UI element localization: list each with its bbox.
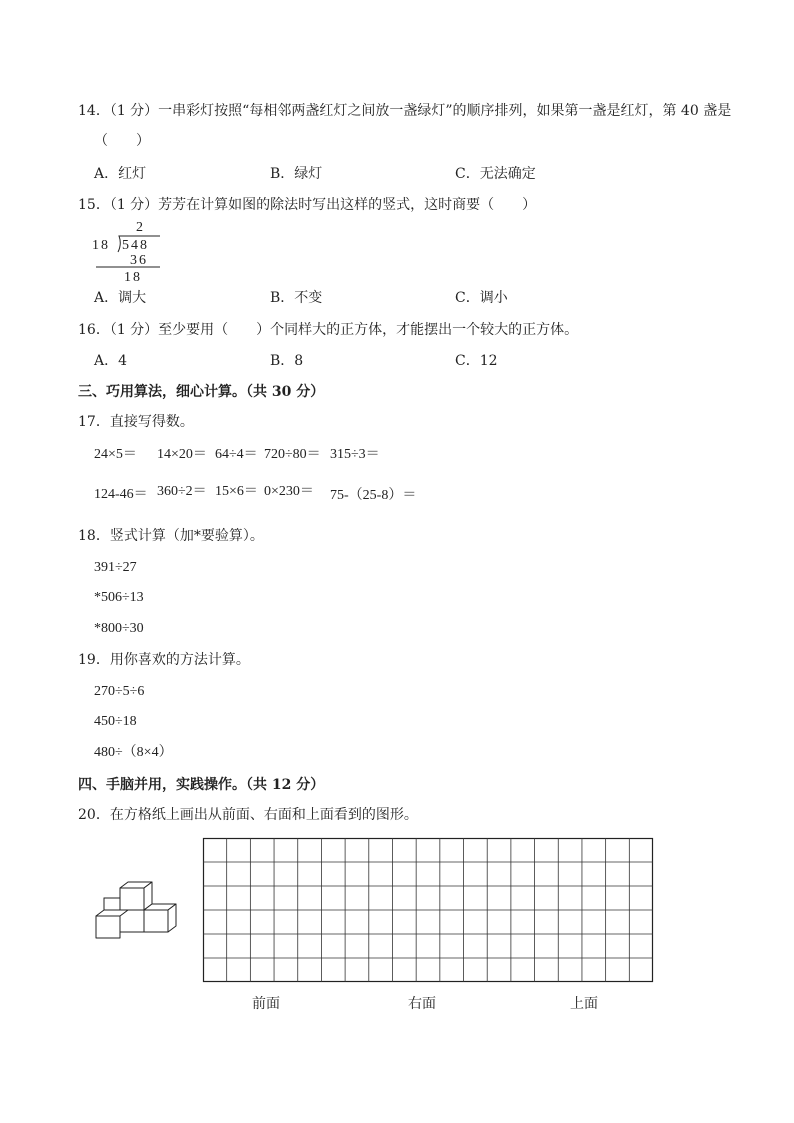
long-division-figure (88, 216, 178, 286)
q15-option-a: A．调大 (94, 290, 147, 306)
division-dividend: 548 (122, 238, 149, 253)
q14-stem-line1: 14．（1 分）一串彩灯按照“每相邻两盏红灯之间放一盏绿灯”的顺序排列，如果第一盏是红灯，第 40 盏是 (78, 103, 732, 119)
division-quotient: 2 (136, 220, 145, 235)
q19-item-1: 270÷5÷6 (94, 684, 145, 699)
q19-item-2: 450÷18 (94, 714, 137, 729)
q18-stem: 18．竖式计算（加*要验算）。 (78, 528, 264, 544)
q20-stem: 20．在方格纸上画出从前面、右面和上面看到的图形。 (78, 807, 418, 823)
q14-option-a: A．红灯 (94, 166, 147, 182)
q19-item-3: 480÷（8×4） (94, 745, 173, 760)
q16-option-a: A．4 (94, 353, 128, 369)
q17-r2-c1: 124-46＝ (94, 487, 148, 502)
q17-r1-c3: 64÷4＝ (215, 447, 258, 462)
q15-option-c: C．调小 (455, 290, 508, 306)
q16-option-c: C．12 (455, 353, 498, 369)
section4-title: 四、手脑并用，实践操作。（共 12 分） (78, 777, 325, 793)
q19-stem: 19．用你喜欢的方法计算。 (78, 652, 250, 668)
label-top: 上面 (570, 996, 598, 1012)
q14-option-c: C．无法确定 (455, 166, 536, 182)
division-divisor: 18 (92, 238, 110, 253)
label-right: 右面 (408, 996, 436, 1012)
graph-paper-grid[interactable] (203, 838, 655, 982)
q15-stem: 15．（1 分）芳芳在计算如图的除法时写出这样的竖式，这时商要（ ） (78, 197, 537, 213)
cube-stack-figure (90, 878, 180, 948)
label-front: 前面 (252, 996, 280, 1012)
q18-item-1: 391÷27 (94, 560, 137, 575)
q17-r1-c4: 720÷80＝ (264, 447, 321, 462)
q17-r1-c2: 14×20＝ (157, 447, 207, 462)
q17-r2-c2: 360÷2＝ (157, 484, 207, 499)
q14-stem-line2: （ ） (94, 133, 150, 149)
q17-r2-c4: 0×230＝ (264, 484, 314, 499)
section3-title: 三、巧用算法，细心计算。（共 30 分） (78, 384, 325, 400)
q18-item-2: *506÷13 (94, 590, 144, 605)
q14-option-b: B．绿灯 (270, 166, 323, 182)
q17-r1-c1: 24×5＝ (94, 447, 137, 462)
q17-r2-c5: 75-（25-8）＝ (330, 488, 417, 503)
q17-r2-c3: 15×6＝ (215, 484, 258, 499)
q18-item-3: *800÷30 (94, 621, 144, 636)
q17-stem: 17．直接写得数。 (78, 414, 194, 430)
q17-r1-c5: 315÷3＝ (330, 447, 380, 462)
q16-option-b: B．8 (270, 353, 304, 369)
q15-option-b: B．不变 (270, 290, 323, 306)
division-remainder: 18 (124, 270, 142, 285)
q16-stem: 16．（1 分）至少要用（ ）个同样大的正方体，才能摆出一个较大的正方体。 (78, 322, 579, 338)
division-product: 36 (130, 253, 148, 268)
